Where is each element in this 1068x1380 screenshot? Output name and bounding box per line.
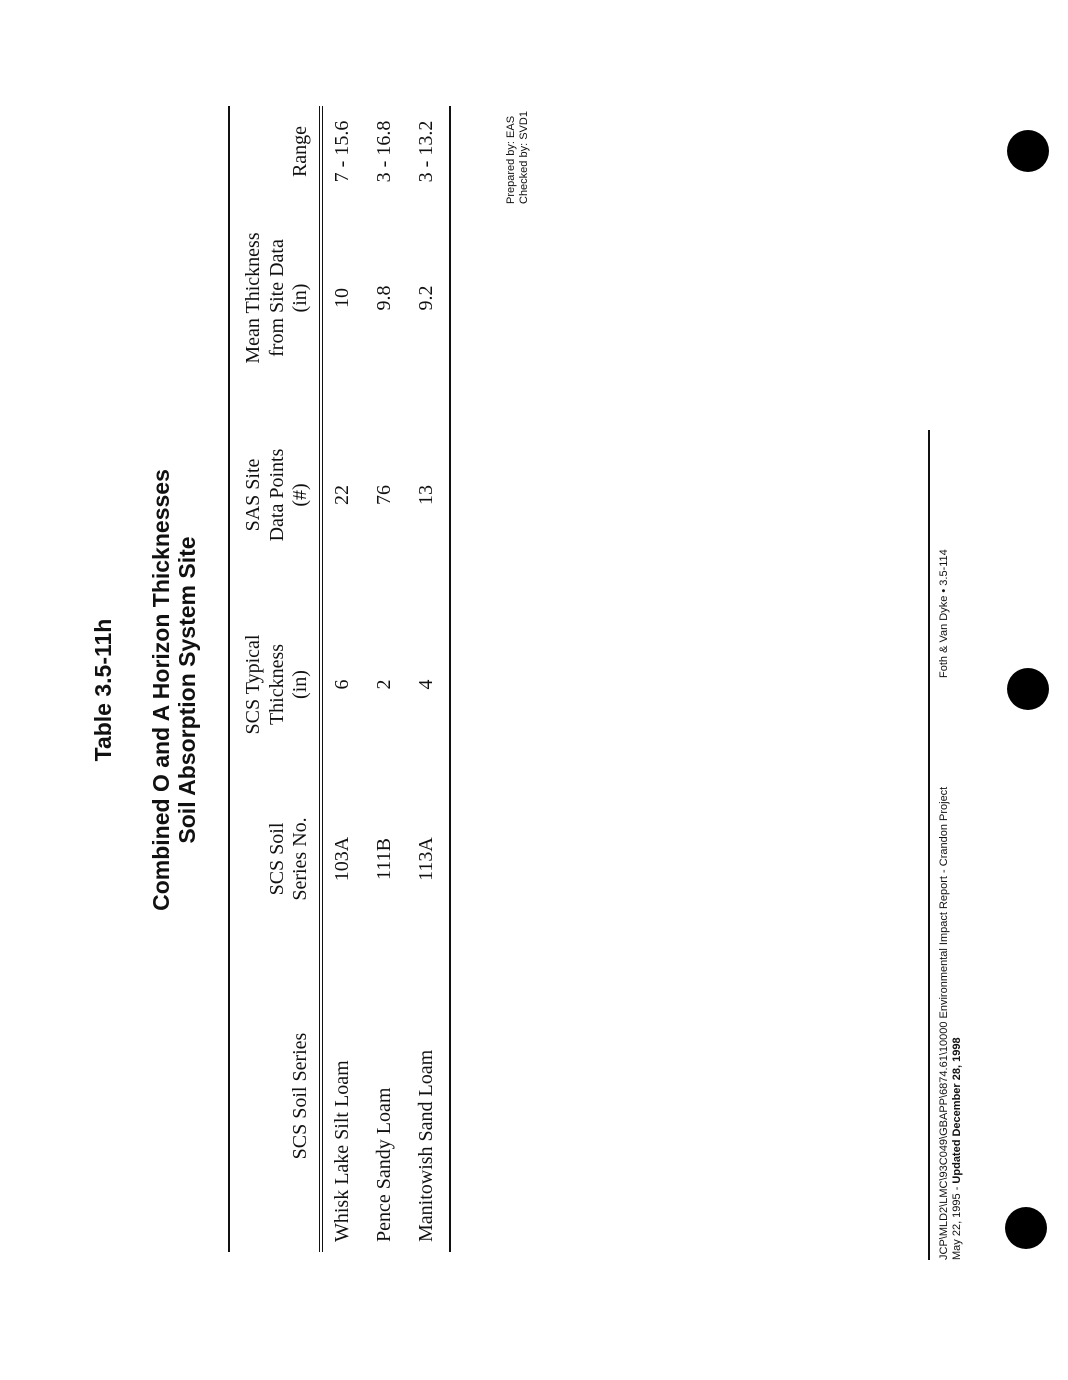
column-header: SCS Typical Thickness (in) — [229, 591, 321, 778]
table-header-row — [229, 106, 321, 1252]
table-row — [407, 106, 450, 1252]
column-header: Range — [229, 106, 321, 197]
typical-thickness-cell: 2 — [373, 679, 396, 690]
column-header: SCS Soil Series — [229, 940, 321, 1252]
footer-updated: Updated December 28, 1998 — [951, 1037, 963, 1184]
typical-thickness-cell: 4 — [407, 591, 450, 778]
series-number-cell: 111B — [373, 838, 396, 880]
prepared-by-block — [505, 111, 531, 204]
footer-date: May 22, 1995 - — [951, 1183, 963, 1260]
prepared-by: Prepared by: EAS — [505, 115, 517, 204]
soil-series-cell: Manitowish Sand Loam — [407, 940, 450, 1252]
data-points-cell: 13 — [407, 399, 450, 591]
table-number: Table 3.5-11h — [90, 618, 116, 762]
series-number-cell: 113A — [407, 778, 450, 940]
page-footer — [928, 430, 964, 1260]
range-cell: 7 - 15.6 — [331, 120, 354, 183]
range-cell: 3 - 13.2 — [407, 106, 450, 197]
typical-thickness-cell: 6 — [331, 679, 354, 690]
column-header: SCS Soil Series No. — [229, 778, 321, 940]
table-subtitle: Soil Absorption System Site — [174, 536, 200, 844]
table-row — [321, 106, 365, 1252]
range-cell: 3 - 16.8 — [373, 120, 396, 183]
mean-thickness-cell: 9.2 — [407, 197, 450, 399]
soil-thickness-table — [228, 106, 451, 1252]
column-header: Mean Thickness from Site Data (in) — [229, 197, 321, 399]
table-row — [365, 106, 407, 1252]
soil-series-cell: Pence Sandy Loam — [373, 1087, 396, 1242]
soil-series-cell: Whisk Lake Silt Loam — [331, 1060, 354, 1242]
footer-firm-page: Foth & Van Dyke • 3.5-114 — [938, 549, 950, 678]
data-points-cell: 76 — [373, 485, 396, 505]
mean-thickness-cell: 9.8 — [373, 285, 396, 311]
mean-thickness-cell: 10 — [331, 288, 354, 308]
checked-by: Checked by: SVD1 — [518, 111, 530, 204]
table-title: Combined O and A Horizon Thicknesses — [148, 469, 174, 911]
footer-path: JCP\MLD2\LMC\93C049\GBAPP\6874.61\10000 Environmental Impact Report - Crandon Project — [938, 786, 950, 1260]
footer-row — [938, 430, 951, 1260]
data-points-cell: 22 — [331, 485, 354, 505]
footer-date-row — [951, 430, 964, 1260]
series-number-cell: 103A — [331, 836, 354, 882]
column-header: SAS Site Data Points (#) — [229, 399, 321, 591]
